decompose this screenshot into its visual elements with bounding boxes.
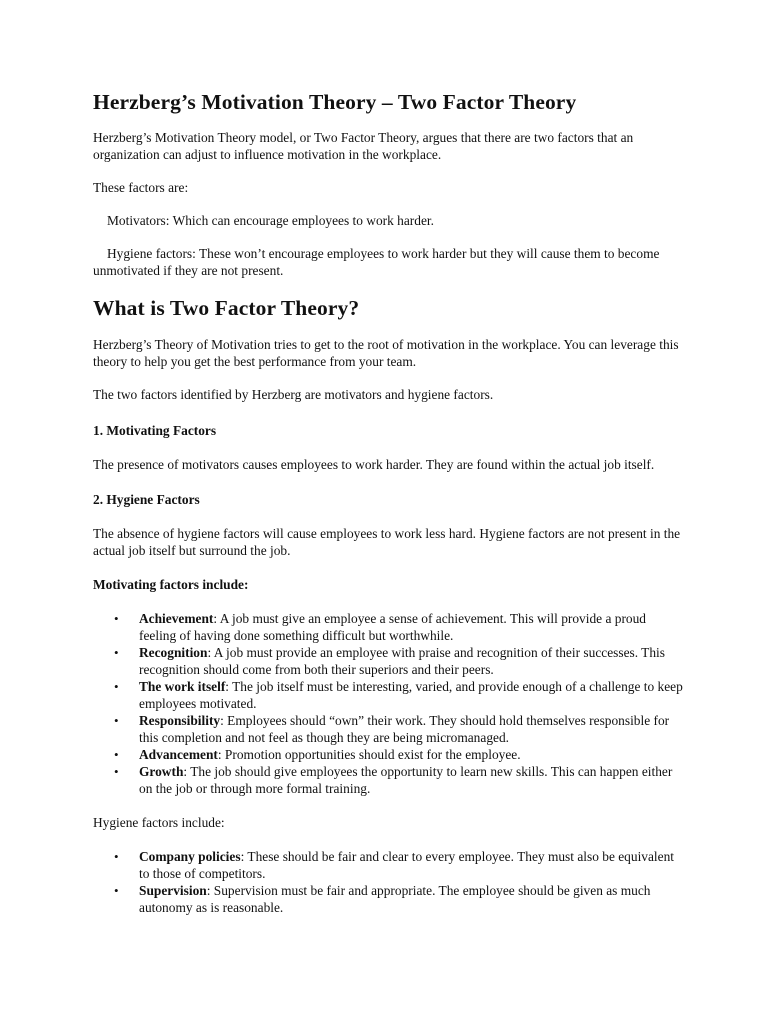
motivators-paragraph: Motivators: Which can encourage employees to work harder. <box>107 213 434 228</box>
list-item-term: Achievement <box>139 611 214 626</box>
list-item-text: : Employees should “own” their work. They should hold themselves responsible for this completion and not feel as though they are being micromanaged. <box>139 713 670 745</box>
list-item-term: Responsibility <box>139 713 221 728</box>
motivating-factors-list <box>93 610 683 797</box>
list-item-text: : The job itself must be interesting, varied, and provide enough of a challenge to keep employees motivated. <box>139 679 683 711</box>
list-item <box>93 644 683 678</box>
list-item-text: : The job should give employees the opportunity to learn new skills. This can happen either on the job or through more formal training. <box>139 764 673 796</box>
motivating-include-label: Motivating factors include: <box>93 577 249 592</box>
bullet-icon: • <box>114 713 119 728</box>
hygiene-factors-paragraph: The absence of hygiene factors will cause employees to work less hard. Hygiene factors are not present in the actual job itself but surround the job. <box>93 526 681 558</box>
bullet-icon: • <box>114 849 119 864</box>
list-item-term: The work itself <box>139 679 226 694</box>
list-item-term: Advancement <box>139 747 218 762</box>
bullet-icon: • <box>114 764 119 779</box>
list-item-text: : Promotion opportunities should exist for the employee. <box>217 747 521 762</box>
theory-paragraph: Herzberg’s Theory of Motivation tries to get to the root of motivation in the workplace. You can leverage this theory to help you get the best performance from your team. <box>93 337 679 369</box>
list-item <box>93 746 683 763</box>
document-body <box>93 88 683 916</box>
bullet-icon: • <box>114 611 119 626</box>
list-item-term: Company policies <box>139 849 241 864</box>
bullet-icon: • <box>114 679 119 694</box>
section-heading: What is Two Factor Theory? <box>93 296 360 320</box>
list-item-term: Growth <box>139 764 184 779</box>
list-item-term: Supervision <box>139 883 207 898</box>
list-item-term: Recognition <box>139 645 208 660</box>
list-item <box>93 610 683 644</box>
list-item-text: : These should be fair and clear to every employee. They must also be equivalent to those of competitors. <box>139 849 675 881</box>
list-item-text: : Supervision must be fair and appropriate. The employee should be given as much autonomy as is reasonable. <box>139 883 651 915</box>
hygiene-paragraph: Hygiene factors: These won’t encourage employees to work harder but they will cause them to become unmotivated if they are not present. <box>93 246 660 278</box>
bullet-icon: • <box>114 883 119 898</box>
list-item <box>93 848 683 882</box>
intro-paragraph: Herzberg’s Motivation Theory model, or Two Factor Theory, argues that there are two factors that an organization can adjust to influence motivation in the workplace. <box>93 130 634 162</box>
list-item-text: : A job must provide an employee with praise and recognition of their successes. This recognition should come from both their superiors and their peers. <box>139 645 665 677</box>
title-heading: Herzberg’s Motivation Theory – Two Factor Theory <box>93 90 577 114</box>
bullet-icon: • <box>114 645 119 660</box>
list-item <box>93 678 683 712</box>
list-item <box>93 712 683 746</box>
list-item <box>93 882 683 916</box>
bullet-icon: • <box>114 747 119 762</box>
hygiene-factors-list <box>93 848 683 916</box>
list-item <box>93 763 683 797</box>
list-item-text: : A job must give an employee a sense of achievement. This will provide a proud feeling of having done something difficult but worthwhile. <box>139 611 646 643</box>
motivating-factors-subheading: 1. Motivating Factors <box>93 423 217 438</box>
hygiene-include-label: Hygiene factors include: <box>93 815 225 830</box>
two-factors-paragraph: The two factors identified by Herzberg are motivators and hygiene factors. <box>93 387 494 402</box>
hygiene-factors-subheading: 2. Hygiene Factors <box>93 492 200 507</box>
motivating-factors-paragraph: The presence of motivators causes employees to work harder. They are found within the actual job itself. <box>93 457 655 472</box>
factors-are-paragraph: These factors are: <box>93 180 189 195</box>
